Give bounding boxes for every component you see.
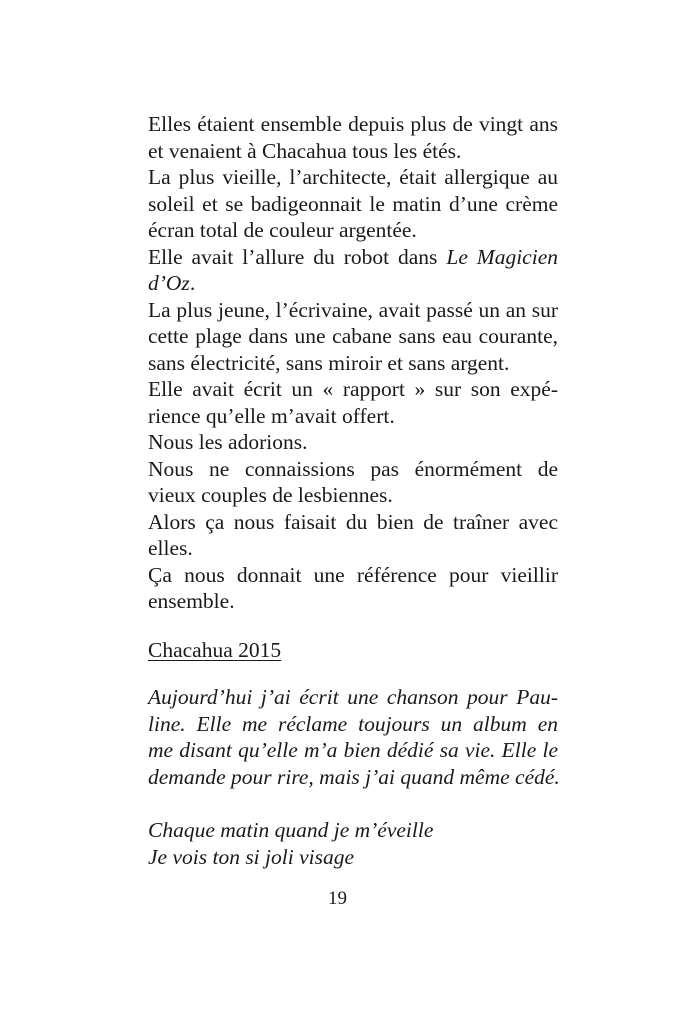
paragraph-8: [148, 509, 558, 562]
page-text-block: [148, 111, 558, 870]
text-line: rience qu’elle m’avait offert.: [148, 403, 395, 428]
text-line: et venaient à Chacahua tous les étés.: [148, 138, 462, 163]
text-line: Elles étaient ensemble depuis plus de vingt ans: [148, 112, 558, 136]
paragraph-2: [148, 164, 558, 244]
book-title: Le Magicien: [446, 244, 558, 269]
text-line: Ça nous donnait une référence pour vieillir: [148, 562, 558, 587]
text-line: cette plage dans une cabane sans eau courante,: [148, 324, 558, 348]
verse-line: Chaque matin quand je m’éveille: [148, 818, 434, 842]
paragraph-6: [148, 429, 558, 456]
text-line: soleil et se badigeonnait le matin d’une crème: [148, 191, 558, 216]
text-line: elles.: [148, 536, 193, 560]
text-line: Alors ça nous faisait du bien de traîner avec: [148, 509, 558, 534]
text-run: .: [189, 271, 196, 295]
diary-entry: [148, 684, 558, 790]
book-title: d’Oz: [148, 271, 190, 295]
text-line: [148, 244, 558, 271]
text-line: La plus jeune, l’écrivaine, avait passé un an sur: [148, 297, 558, 322]
paragraph-3: [148, 244, 558, 297]
text-line: écran total de couleur argentée.: [148, 218, 417, 242]
text-line: Nous ne connaissions pas énormément de: [148, 456, 558, 481]
text-line: Aujourd’hui j’ai écrit une chanson pour Pau-: [148, 685, 558, 709]
text-line: demande pour rire, mais j’ai quand même cédé.: [148, 764, 560, 789]
text-line: sans électricité, sans miroir et sans argent.: [148, 350, 510, 375]
text-line: Elle avait écrit un « rapport » sur son expé-: [148, 377, 558, 401]
paragraph-1: [148, 111, 558, 164]
text-line: vieux couples de lesbiennes.: [148, 483, 393, 507]
text-line: La plus vieille, l’architecte, était allergique au: [148, 165, 558, 189]
song-verse: [148, 817, 558, 870]
paragraph-7: [148, 456, 558, 509]
text-line: me disant qu’elle m’a bien dédié sa vie. Elle le: [148, 738, 558, 762]
section-heading: Chacahua 2015: [148, 637, 282, 662]
page-number: 19: [328, 888, 347, 909]
text-run: Elle avait l’allure du robot dans: [148, 244, 447, 269]
text-line: line. Elle me réclame toujours un album en: [148, 711, 558, 736]
paragraph-9: [148, 562, 558, 615]
verse-line: Je vois ton si joli visage: [148, 844, 355, 869]
text-line: [148, 270, 558, 297]
text-line: ensemble.: [148, 589, 235, 613]
paragraph-5: [148, 376, 558, 429]
paragraph-4: [148, 297, 558, 377]
text-line: Nous les adorions.: [148, 430, 308, 454]
